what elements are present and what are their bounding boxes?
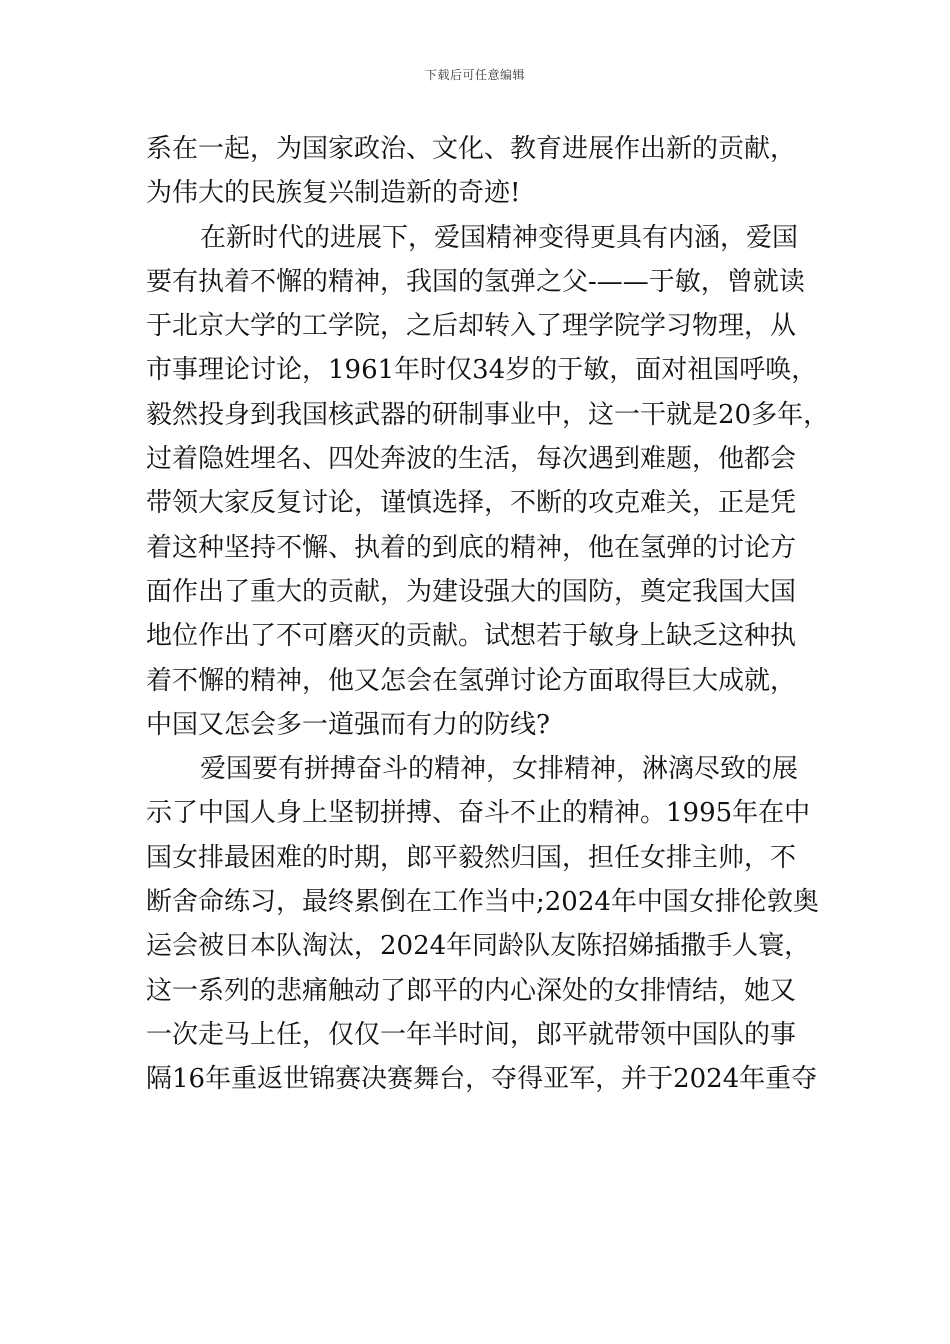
- text-line: 为伟大的民族复兴制造新的奇迹!: [146, 178, 521, 209]
- text-line: 着这种坚持不懈、执着的到底的精神，他在氢弹的讨论方: [146, 532, 797, 563]
- text-line: 过着隐姓埋名、四处奔波的生活，每次遇到难题，他都会: [146, 444, 797, 475]
- text-line: 地位作出了不可磨灭的贡献。试想若于敏身上缺乏这种执: [146, 621, 797, 652]
- paragraph-start-line: 在新时代的进展下，爱国精神变得更具有内涵，爱国: [200, 222, 799, 253]
- text-line: 系在一起，为国家政治、文化、教育进展作出新的贡献，: [146, 134, 797, 164]
- text-line: 示了中国人身上坚韧拼搏、奋斗不止的精神。1995年在中: [146, 798, 811, 829]
- paragraph-start-line: 爱国要有拼搏奋斗的精神，女排精神，淋漓尽致的展: [200, 754, 799, 785]
- text-line: 着不懈的精神，他又怎会在氢弹讨论方面取得巨大成就，: [146, 665, 797, 696]
- text-line: 这一系列的悲痛触动了郎平的内心深处的女排情结，她又: [146, 975, 797, 1006]
- text-line: 国女排最困难的时期，郎平毅然归国，担任女排主帅，不: [146, 842, 797, 873]
- text-line: 运会被日本队淘汰，2024年同龄队友陈招娣插撒手人寰，: [146, 931, 811, 962]
- text-line: 断舍命练习，最终累倒在工作当中;2024年中国女排伦敦奥: [146, 887, 819, 918]
- page-header: 下载后可任意编辑: [424, 68, 525, 82]
- document-body: [146, 127, 830, 1102]
- text-line: 带领大家反复讨论，谨慎选择，不断的攻克难关，正是凭: [146, 488, 797, 519]
- text-line: 一次走马上任，仅仅一年半时间，郎平就带领中国队的事: [146, 1019, 797, 1050]
- text-line: 中国又怎会多一道强而有力的防线?: [146, 709, 550, 740]
- text-line: 市事理论讨论，1961年时仅34岁的于敏，面对祖国呼唤，: [146, 355, 818, 386]
- text-line: 要有执着不懈的精神，我国的氢弹之父-——于敏，曾就读: [146, 266, 805, 297]
- text-line: 隔16年重返世锦赛决赛舞台，夺得亚军，并于2024年重夺: [146, 1064, 818, 1095]
- text-line: 毅然投身到我国核武器的研制事业中，这一干就是20多年，: [146, 399, 830, 430]
- text-line: 面作出了重大的贡献，为建设强大的国防，奠定我国大国: [146, 576, 797, 607]
- text-line: 于北京大学的工学院，之后却转入了理学院学习物理，从: [146, 311, 797, 342]
